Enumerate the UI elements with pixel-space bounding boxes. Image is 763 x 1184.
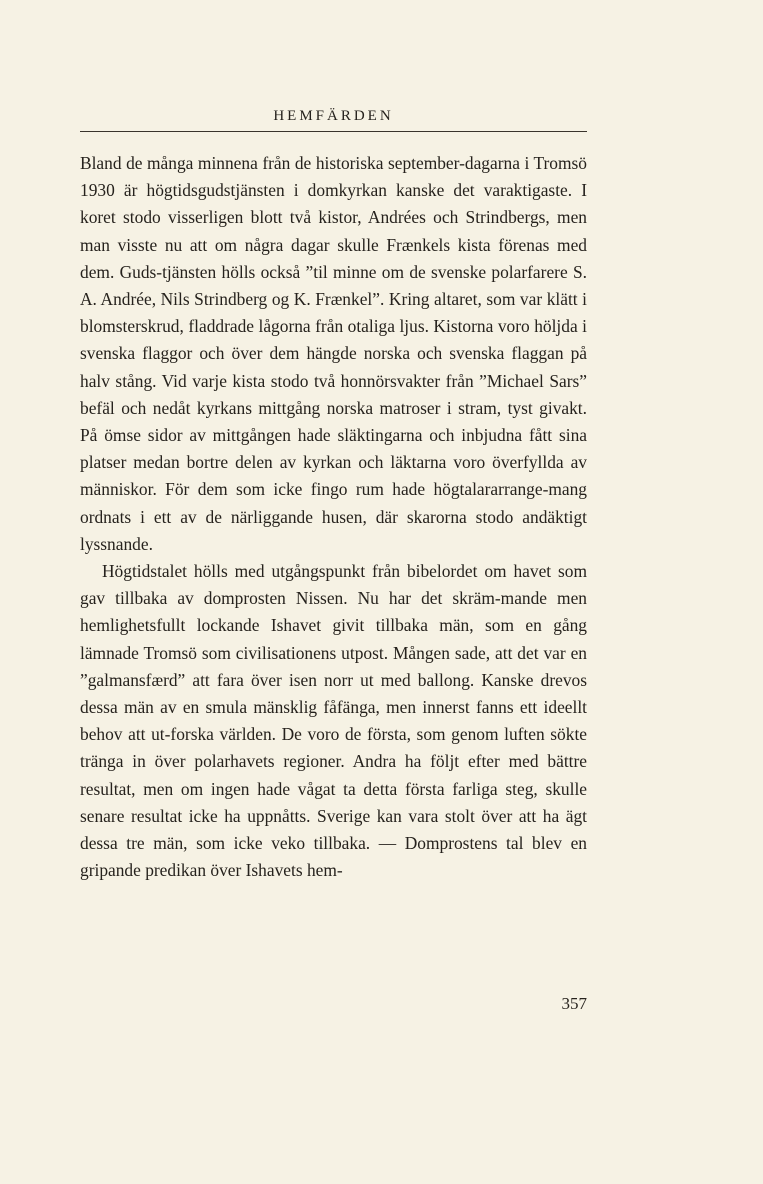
page-number: 357 (561, 994, 587, 1013)
running-head: HEMFÄRDEN (273, 108, 394, 124)
paragraph: Högtidstalet hölls med utgångspunkt från bibelordet om havet som gav tillbaka av domprosten Nissen. Nu har det skräm-mande men hemlighetsfullt lockande Ishavet givit tillbaka män, som en gång lämnade Tromsö som civilisationens utpost. Mången sade, att det var en ”galmansfærd” att fara över isen norr ut med ballong. Kanske drevos dessa män av en smula mänsklig fåfänga, men innerst fanns ett ideellt behov att ut-forska världen. De voro de första, som genom luften sökte tränga in över polarhavets regioner. Andra ha följt efter med bättre resultat, men om ingen hade vågat ta detta första farliga steg, skulle senare resultat icke ha uppnåtts. Sverige kan vara stolt över att ha ägt dessa tre män, som icke veko tillbaka. — Domprostens tal blev en gripande predikan över Ishavets hem- (80, 561, 587, 881)
body-text (80, 150, 587, 884)
paragraph: Bland de många minnena från de historiska september-dagarna i Tromsö 1930 är högtidsgudstjänsten i domkyrkan kanske det varaktigaste. I koret stodo visserligen blott två kistor, Andrées och Strindbergs, men man visste nu att om några dagar skulle Frænkels kista förenas med dem. Guds-tjänsten hölls också ”til minne om de svenske polarfarere S. A. Andrée, Nils Strindberg og K. Frænkel”. Kring altaret, som var klätt i blomsterskrud, fladdrade lågorna från otaliga ljus. Kistorna voro höljda i svenska flaggor och över dem hängde norska och svenska flaggan på halv stång. Vid varje kista stodo två honnörsvakter från ”Michael Sars” befäl och nedåt kyrkans mittgång norska matroser i stram, tyst givakt. På ömse sidor av mittgången hade släktingarna och inbjudna fått sina platser medan bortre delen av kyrkan och läktarna voro överfyllda av människor. För dem som icke fingo rum hade högtalararrange-mang ordnats i ett av de närliggande husen, där skarorna stodo andäktigt lyssnande. (80, 153, 587, 554)
header-rule (80, 131, 587, 132)
